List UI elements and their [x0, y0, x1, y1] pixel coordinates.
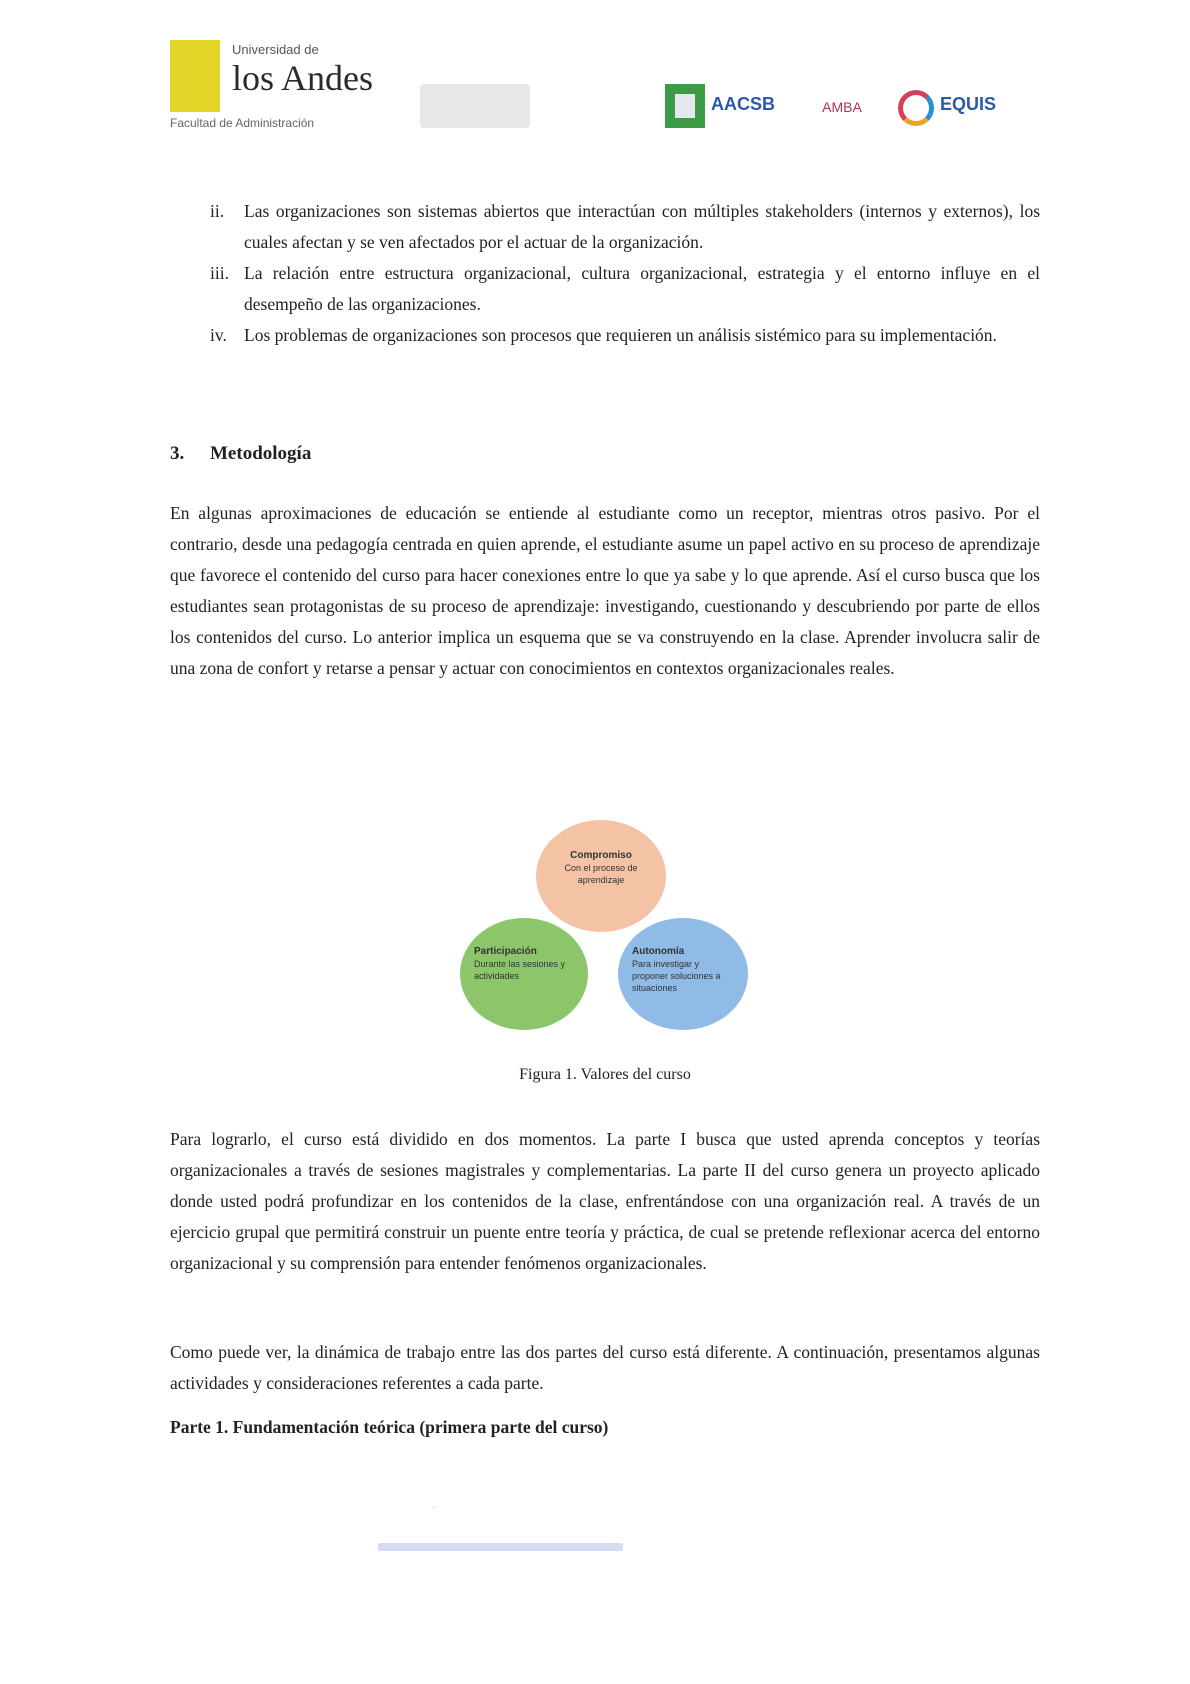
list-item-text: Las organizaciones son sistemas abiertos que interactúan con múltiples stakeholders (internos y externos), los cuales afectan y se ven afectados por el actuar de la organización. — [244, 201, 1040, 252]
section-heading — [170, 443, 311, 465]
logo-line-3: Facultad de Administración — [170, 116, 315, 130]
accreditation-logo — [420, 84, 530, 128]
list-item — [210, 196, 1040, 258]
circle-title: Autonomía — [632, 946, 685, 957]
circle-body: Con el proceso de aprendizaje — [564, 863, 638, 885]
methodology-paragraph: En algunas aproximaciones de educación se entiende al estudiante como un receptor, mientras otros pasivo. Por el contrario, desde una pedagogía centrada en quien aprende, el estudiante asume un papel activo en su proceso de aprendizaje que favorece el contenido del curso para hacer conexiones entre lo que ya sabe y lo que aprende. Así el curso busca que los estudiantes sean protagonistas de su proceso de aprendizaje: investigando, cuestionando y descubriendo por parte de ellos los contenidos del curso. Lo anterior implica un esquema que se va construyendo en la clase. Aprender involucra salir de una zona de confort y retarse a pensar y actuar con conocimientos en contextos organizacionales reales. — [170, 503, 1040, 678]
university-logo — [170, 40, 390, 132]
diagram-circle-top — [536, 820, 666, 932]
equis-swirl-icon — [898, 90, 934, 126]
university-crest-icon — [170, 40, 220, 112]
circle-body: Durante las sesiones y actividades — [474, 959, 566, 981]
circle-title: Compromiso — [570, 850, 632, 861]
premises-list — [210, 196, 1040, 351]
logo-line-1: Universidad de — [232, 42, 319, 57]
list-marker: iii. — [210, 263, 229, 283]
list-marker: iv. — [210, 325, 227, 345]
amba-logo: AMBA — [822, 99, 862, 115]
figure-caption: Figura 1. Valores del curso — [519, 1066, 691, 1083]
equis-logo-text: EQUIS — [940, 94, 997, 114]
circle-body: Para investigar y proponer soluciones a situaciones — [632, 959, 721, 993]
section-number: 3. — [170, 443, 185, 464]
diagram-circle-left — [460, 918, 588, 1030]
list-marker: ii. — [210, 201, 225, 221]
equis-logo — [898, 86, 1028, 132]
course-values-diagram — [460, 820, 750, 1030]
diagram-circle-right — [618, 918, 748, 1030]
circle-title: Participación — [474, 946, 537, 957]
footer-link[interactable] — [378, 1543, 623, 1551]
logo-line-2: los Andes — [232, 58, 374, 98]
subsection-heading: Parte 1. Fundamentación teórica (primera parte del curso) — [170, 1417, 609, 1437]
footer-page-marker: · — [432, 1500, 436, 1514]
dynamics-paragraph: Como puede ver, la dinámica de trabajo entre las dos partes del curso está diferente. A continuación, presentamos algunas actividades y consideraciones referentes a cada parte. — [170, 1342, 1040, 1393]
section-title: Metodología — [210, 443, 312, 464]
list-item-text: Los problemas de organizaciones son procesos que requieren un análisis sistémico para su implementación. — [244, 325, 997, 345]
course-structure-paragraph: Para lograrlo, el curso está dividido en dos momentos. La parte I busca que usted aprenda conceptos y teorías organizacionales a través de sesiones magistrales y complementarias. La parte II del curso genera un proyecto aplicado donde usted podrá profundizar en los contenidos de la clase, enfrentándose con una organización real. A través de un ejercicio grupal que permitirá construir un puente entre teoría y práctica, de cual se pretende reflexionar acerca del entorno organizacional y su comprensión para entender fenómenos organizacionales. — [170, 1129, 1040, 1273]
list-item — [210, 258, 1040, 320]
aacsb-mark-icon — [665, 84, 705, 128]
aacsb-logo — [665, 82, 785, 132]
list-item — [210, 320, 1040, 351]
aacsb-logo-text: AACSB — [711, 94, 776, 114]
list-item-text: La relación entre estructura organizacional, cultura organizacional, estrategia y el entorno influye en el desempeño de las organizaciones. — [244, 263, 1040, 314]
